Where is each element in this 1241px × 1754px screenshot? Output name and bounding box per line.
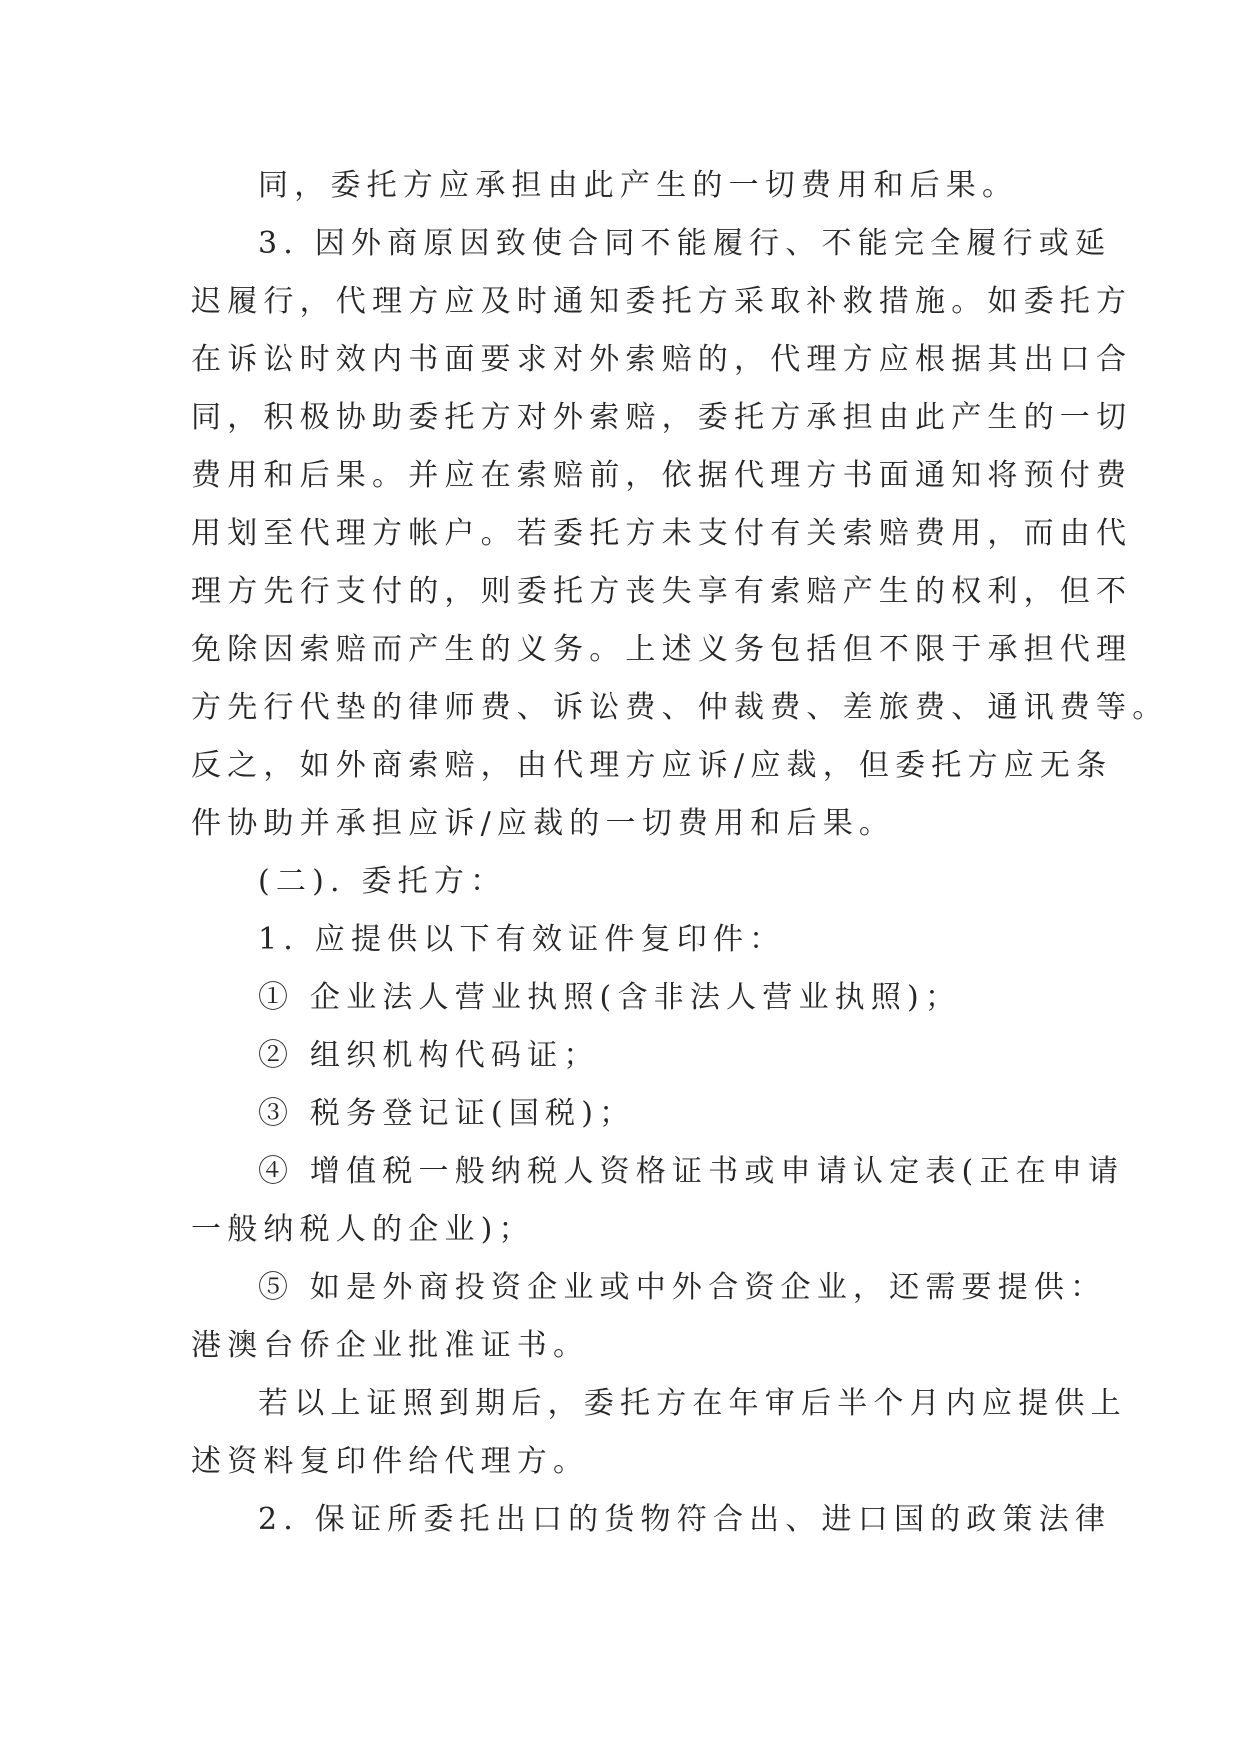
text-line: 若以上证照到期后，委托方在年审后半个月内应提供上 <box>258 1386 1127 1421</box>
numbered-item: 1. 应提供以下有效证件复印件： <box>258 922 786 957</box>
text-line: 用划至代理方帐户。若委托方未支付有关索赔费用，而由代 <box>191 516 1133 551</box>
text-line: 港澳台侨企业批准证书。 <box>191 1328 590 1363</box>
text-line: 在诉讼时效内书面要求对外索赔的，代理方应根据其出口合 <box>191 342 1133 377</box>
text-line: 3. 因外商原因致使合同不能履行、不能完全履行或延 <box>258 226 1112 261</box>
contract-text-body <box>191 157 1169 1549</box>
circled-list-item: ④ 增值税一般纳税人资格证书或申请认定表(正在申请 <box>258 1154 1125 1189</box>
text-line: 同，积极协助委托方对外索赔，委托方承担由此产生的一切 <box>191 400 1133 435</box>
circled-list-item: ① 企业法人营业执照(含非法人营业执照)； <box>258 980 962 1015</box>
text-line: 同，委托方应承担由此产生的一切费用和后果。 <box>258 168 1019 203</box>
circled-list-item: ⑤ 如是外商投资企业或中外合资企业，还需要提供： <box>258 1270 1107 1305</box>
text-line: 迟履行，代理方应及时通知委托方采取补救措施。如委托方 <box>191 284 1133 319</box>
text-line: 件协助并承担应诉/应裁的一切费用和后果。 <box>191 806 896 841</box>
numbered-item: 2. 保证所委托出口的货物符合出、进口国的政策法律 <box>258 1502 1112 1537</box>
text-line: 方先行代垫的律师费、诉讼费、仲裁费、差旅费、通讯费等。 <box>191 690 1169 725</box>
circled-list-item: ② 组织机构代码证； <box>258 1038 600 1073</box>
section-heading: (二). 委托方： <box>258 864 507 899</box>
text-line: 一般纳税人的企业)； <box>191 1212 535 1247</box>
text-line: 述资料复印件给代理方。 <box>191 1444 590 1479</box>
text-line: 免除因索赔而产生的义务。上述义务包括但不限于承担代理 <box>191 632 1133 667</box>
text-line: 理方先行支付的，则委托方丧失享有索赔产生的权利，但不 <box>191 574 1133 609</box>
circled-list-item: ③ 税务登记证(国税)； <box>258 1096 636 1131</box>
text-line: 反之，如外商索赔，由代理方应诉/应裁，但委托方应无条 <box>191 748 1113 783</box>
text-line: 费用和后果。并应在索赔前，依据代理方书面通知将预付费 <box>191 458 1133 493</box>
